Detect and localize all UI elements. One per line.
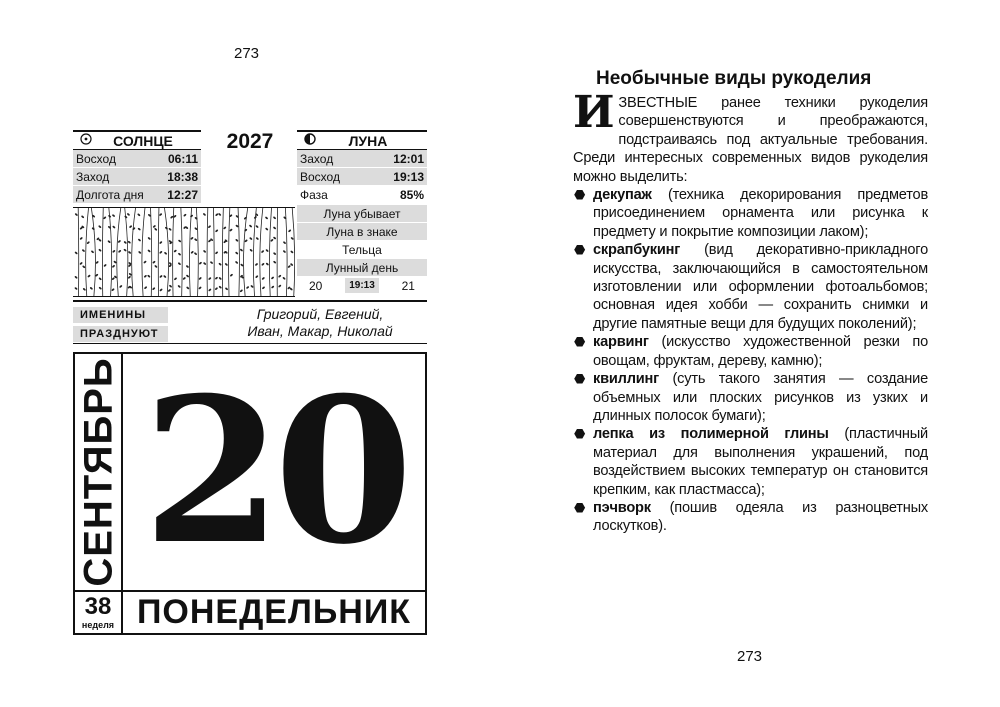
month-name: СЕНТЯБРЬ (76, 357, 121, 587)
article-body (573, 87, 928, 536)
moon-row-label: Фаза (300, 187, 328, 202)
lunar-day-from: 20 (309, 278, 323, 293)
day-number: 20 (142, 354, 406, 589)
sun-title: СОЛНЦЕ (113, 132, 173, 149)
list-item (573, 425, 928, 499)
sun-title-bar (73, 130, 201, 150)
week-number: 38 (84, 593, 112, 620)
lunar-day-to: 21 (401, 278, 415, 293)
name-days-line-2: Иван, Макар, Николай (247, 323, 393, 339)
drop-cap: И (573, 87, 615, 138)
list-item-term: декупаж (593, 187, 652, 204)
list-item-term: лепка из полимерной глины (593, 426, 829, 443)
list-item (573, 499, 928, 536)
moon-title: ЛУНА (348, 132, 388, 149)
year: 2027 (226, 130, 274, 153)
bullet-icon: ⬣ (574, 426, 586, 442)
list-item-term: квиллинг (593, 371, 660, 388)
moon-row-phase (297, 186, 427, 204)
month-column (75, 354, 123, 590)
list-item-text: (искусство художественной резки по овощам, фруктам, дереву, камню); (593, 334, 928, 369)
moon-sign-label: Луна в знаке (297, 223, 427, 241)
list-item-term: пэчворк (593, 499, 651, 516)
page-number-left: 273 (234, 45, 260, 62)
article-intro-text: ЗВЕСТНЫЕ ранее техники рукоделия совершенствуются и преображаются, подстраиваясь под актуальные требования. Среди интересных современных видов рукоделия можно выделить: (573, 95, 928, 185)
name-days-label-1: ИМЕНИНЫ (73, 307, 168, 323)
name-days-line-1: Григорий, Евгений, (256, 306, 384, 322)
article-title: Необычные виды рукоделия (596, 68, 872, 89)
page-number-right: 273 (737, 648, 763, 665)
moon-sign: Тельца (297, 241, 427, 259)
moon-row-value: 85% (399, 187, 424, 202)
moon-half-icon (297, 133, 323, 148)
moon-row-moonset (297, 150, 427, 168)
list-item-text: (суть такого занятия — создание объемных или плоских рисунков из узких и длинных полосок бумаги); (593, 371, 928, 424)
decorative-branch-pattern (73, 207, 295, 297)
sun-row-label: Долгота дня (76, 187, 144, 202)
list-item (573, 370, 928, 425)
list-item-text: (техника декорирования предметов присоединением орнамента или рисунка к предмету и покрытие композиции лаком); (593, 187, 928, 240)
moon-row-label: Заход (300, 151, 334, 166)
sun-row-sunrise (73, 150, 201, 168)
week-cell (75, 590, 123, 633)
list-item-text: (пошив одеяла из разноцветных лоскутков). (593, 499, 928, 535)
sun-row-value: 06:11 (167, 151, 198, 166)
bullet-icon: ⬣ (574, 334, 586, 350)
week-label: неделя (81, 620, 115, 630)
sun-row-value: 12:27 (167, 187, 198, 202)
name-days-label (73, 307, 168, 345)
date-card (73, 352, 427, 635)
list-item-term: скрапбукинг (593, 242, 681, 259)
sun-row-daylength (73, 186, 201, 204)
bullet-icon: ⬣ (574, 371, 586, 387)
list-item-term: карвинг (593, 334, 649, 351)
list-item (573, 241, 928, 333)
bullet-icon: ⬣ (574, 187, 586, 203)
branch-pattern-icon (73, 208, 295, 297)
moon-block (297, 130, 427, 204)
crafts-list (573, 186, 928, 536)
moon-phase-text: Луна убывает (297, 205, 427, 223)
lunar-day-row (297, 277, 427, 295)
sun-icon (73, 133, 99, 148)
list-item (573, 186, 928, 241)
sun-row-label: Заход (76, 169, 110, 184)
sun-row-value: 18:38 (167, 169, 198, 184)
name-days-label-2: ПРАЗДНУЮТ (73, 326, 168, 342)
list-item (573, 333, 928, 370)
weekday: ПОНЕДЕЛЬНИК (123, 590, 425, 633)
bullet-icon: ⬣ (574, 499, 586, 515)
list-item-text: (пластичный материал для выполнения украшений, под воздействием высоких температур он становится крепким, как пластмасса); (593, 426, 928, 498)
moon-title-bar (297, 130, 427, 150)
name-days (73, 300, 427, 344)
moon-row-value: 12:01 (393, 151, 424, 166)
list-item-text: (вид декоративно-прикладного искусства, заключающийся в самостоятельном изготовлении или оформлении фотоальбомов; основная идея хобби — сохранить снимки и другие памятные вещи для будущих поколений); (593, 242, 928, 332)
sun-row-sunset (73, 168, 201, 186)
bullet-icon: ⬣ (574, 242, 586, 258)
moon-info (297, 205, 427, 295)
moon-row-moonrise (297, 168, 427, 186)
sun-row-label: Восход (76, 151, 116, 166)
moon-row-label: Восход (300, 169, 340, 184)
moon-row-value: 19:13 (393, 169, 424, 184)
name-days-list (213, 306, 427, 340)
sun-block (73, 130, 201, 204)
lunar-day-time: 19:13 (345, 278, 379, 293)
lunar-day-label: Лунный день (297, 259, 427, 277)
article-intro (573, 87, 928, 186)
